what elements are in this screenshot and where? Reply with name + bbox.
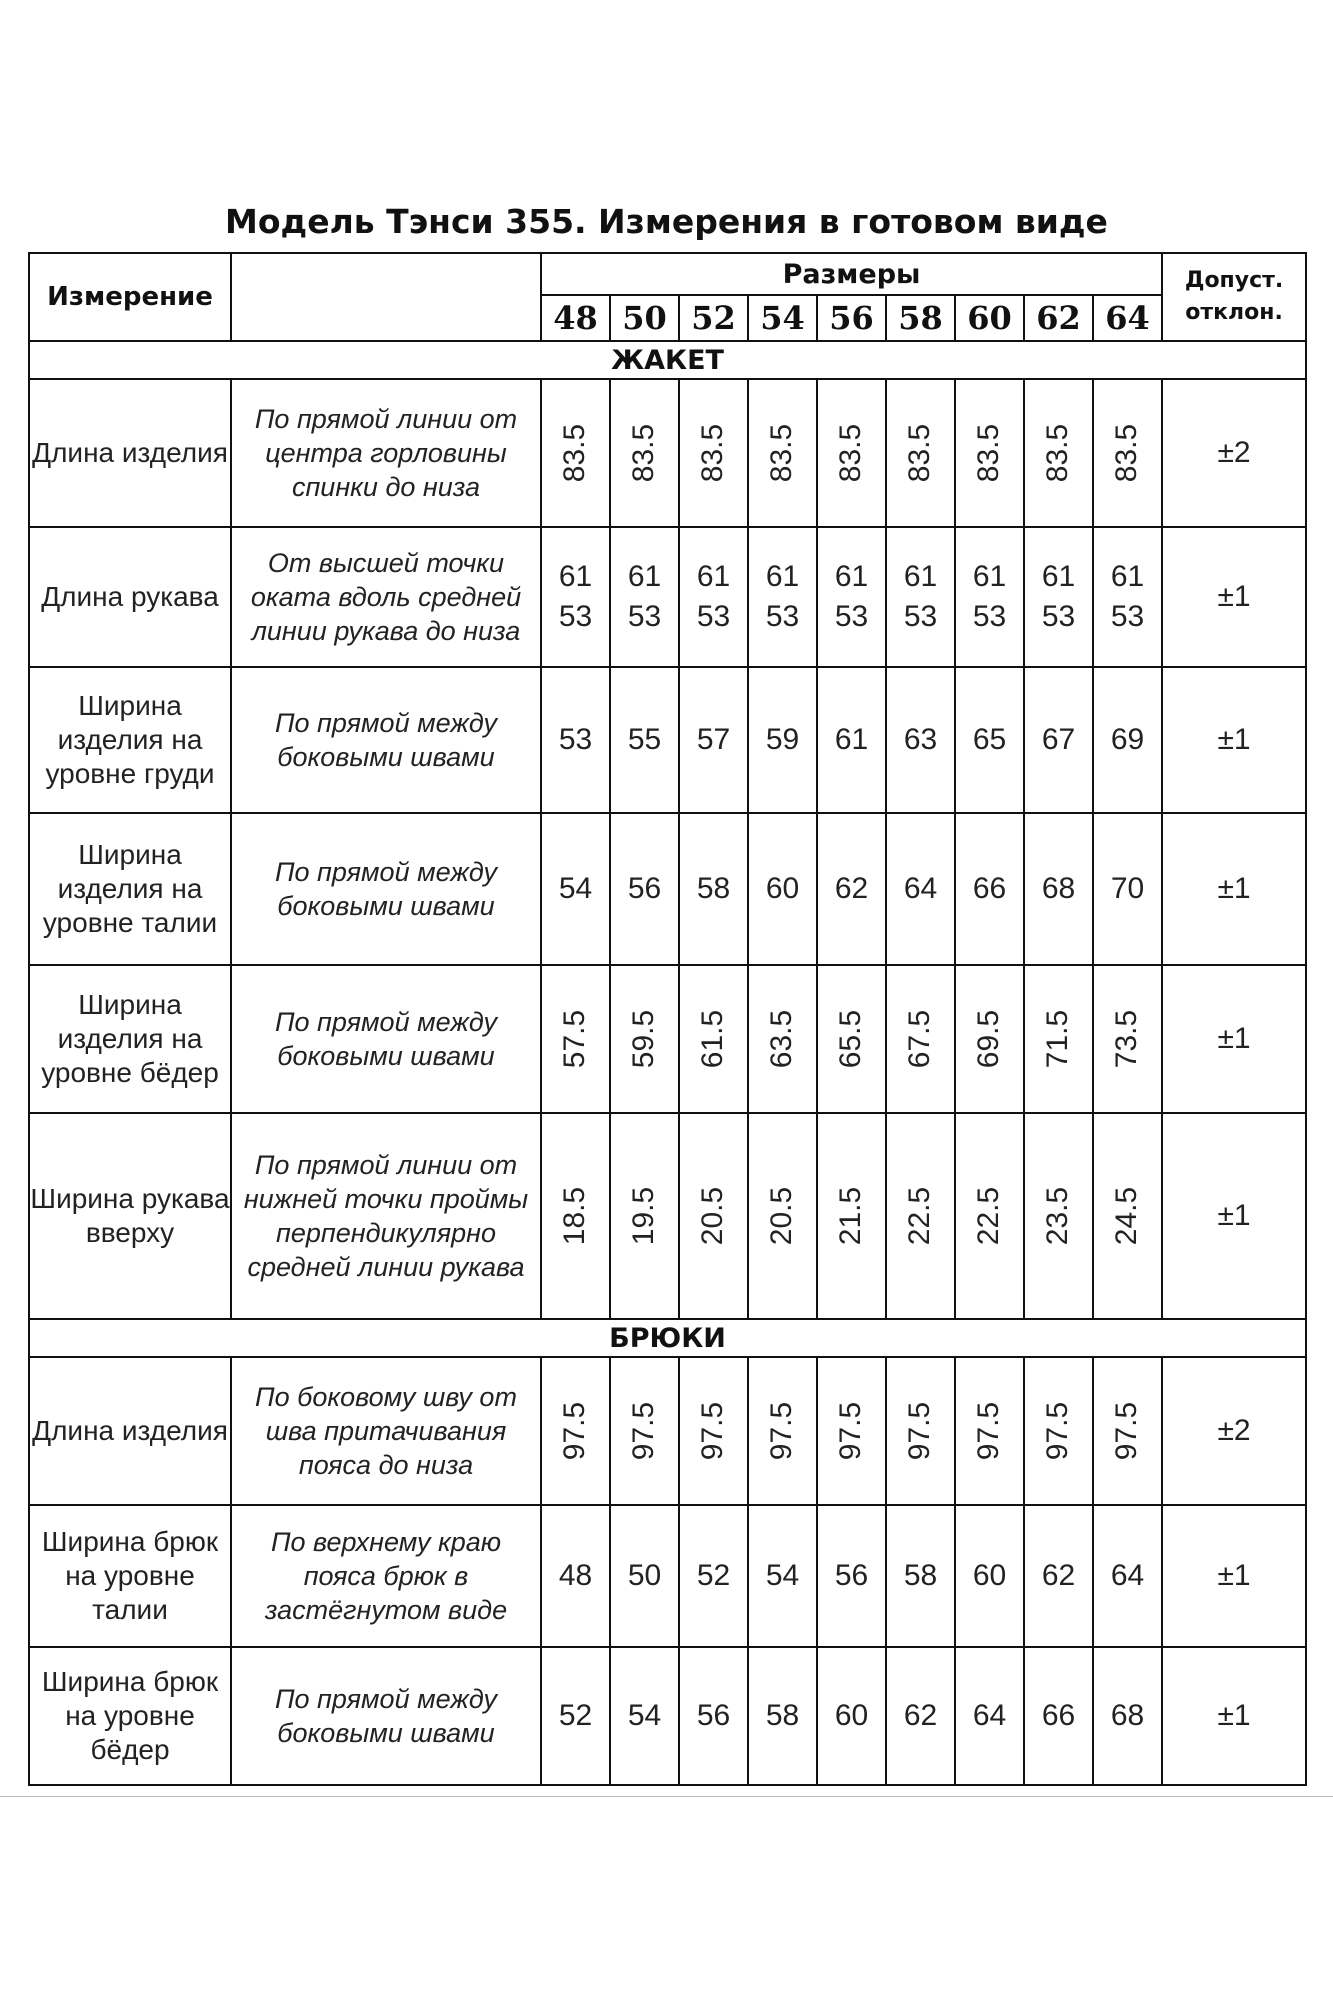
size-value [1093, 379, 1162, 527]
size-value: 63 [886, 667, 955, 813]
size-value-rotated: 23.5 [1041, 1186, 1075, 1246]
table-row [29, 813, 1306, 965]
size-value-rotated: 20.5 [696, 1186, 730, 1246]
size-value [610, 1113, 679, 1319]
size-col: 50 [610, 295, 679, 341]
size-value: 62 [817, 813, 886, 965]
size-value-rotated: 97.5 [1041, 1401, 1075, 1461]
size-value: 68 [1093, 1647, 1162, 1785]
table-body [29, 253, 1306, 1785]
size-value-rotated: 18.5 [558, 1186, 592, 1246]
size-value [817, 379, 886, 527]
size-value [886, 1357, 955, 1505]
size-value [955, 1357, 1024, 1505]
size-value-rotated: 22.5 [903, 1186, 937, 1246]
table-row [29, 667, 1306, 813]
size-col: 56 [817, 295, 886, 341]
table-row [29, 1505, 1306, 1647]
size-value: 54 [748, 1505, 817, 1647]
measurement-description: По прямой линии от нижней точки проймы перпендикулярно средней линии рукава [231, 1113, 541, 1319]
size-value [955, 965, 1024, 1113]
size-value [955, 527, 1024, 667]
size-value-stack [697, 557, 730, 637]
size-value [679, 1357, 748, 1505]
measurement-description: От высшей точки оката вдоль средней линии рукава до низа [231, 527, 541, 667]
size-value [748, 527, 817, 667]
section-header [29, 341, 1306, 379]
tolerance-value: ±1 [1162, 527, 1306, 667]
measurement-name: Ширина рукава вверху [29, 1113, 231, 1319]
size-value [1093, 965, 1162, 1113]
size-value-rotated: 97.5 [558, 1401, 592, 1461]
size-value [817, 527, 886, 667]
size-value-stack [628, 557, 661, 637]
size-value [1024, 379, 1093, 527]
size-value-rotated: 59.5 [627, 1009, 661, 1069]
measurement-description: По верхнему краю пояса брюк в застёгнутом виде [231, 1505, 541, 1647]
measurement-name: Ширина изделия на уровне груди [29, 667, 231, 813]
size-value: 57 [679, 667, 748, 813]
size-value [541, 527, 610, 667]
size-value [541, 1113, 610, 1319]
size-value [886, 527, 955, 667]
size-value: 66 [955, 813, 1024, 965]
size-value-rotated: 63.5 [765, 1009, 799, 1069]
size-col: 52 [679, 295, 748, 341]
size-value-secondary: 53 [1041, 600, 1076, 633]
size-value [610, 1357, 679, 1505]
size-value-primary: 61 [627, 560, 662, 593]
size-value-rotated: 97.5 [972, 1401, 1006, 1461]
size-value: 56 [817, 1505, 886, 1647]
measurement-name: Длина рукава [29, 527, 231, 667]
size-value: 48 [541, 1505, 610, 1647]
size-value-rotated: 83.5 [972, 423, 1006, 483]
tolerance-value: ±2 [1162, 379, 1306, 527]
size-value-secondary: 53 [558, 600, 593, 633]
size-value: 52 [541, 1647, 610, 1785]
measurement-description: По прямой между боковыми швами [231, 667, 541, 813]
measurement-description: По боковому шву от шва притачивания пояса до низа [231, 1357, 541, 1505]
measurement-name: Ширина изделия на уровне талии [29, 813, 231, 965]
size-value [1024, 965, 1093, 1113]
size-value: 67 [1024, 667, 1093, 813]
size-value: 56 [679, 1647, 748, 1785]
size-value-rotated: 97.5 [1110, 1401, 1144, 1461]
size-value [679, 379, 748, 527]
size-value-rotated: 71.5 [1041, 1009, 1075, 1069]
size-value-rotated: 83.5 [1041, 423, 1075, 483]
measurement-name: Ширина изделия на уровне бёдер [29, 965, 231, 1113]
size-value-rotated: 83.5 [834, 423, 868, 483]
tolerance-value: ±1 [1162, 965, 1306, 1113]
size-value: 61 [817, 667, 886, 813]
size-value-secondary: 53 [834, 600, 869, 633]
size-value [1024, 1357, 1093, 1505]
page-title: Модель Тэнси 355. Измерения в готовом виде [225, 202, 1108, 241]
size-value [886, 379, 955, 527]
size-value: 68 [1024, 813, 1093, 965]
size-value [610, 527, 679, 667]
size-value-rotated: 97.5 [903, 1401, 937, 1461]
measurement-description: По прямой между боковыми швами [231, 965, 541, 1113]
size-value-stack [904, 557, 937, 637]
measurement-description: По прямой между боковыми швами [231, 1647, 541, 1785]
size-value [817, 965, 886, 1113]
header-row [29, 253, 1306, 295]
size-value [955, 1113, 1024, 1319]
size-value [679, 527, 748, 667]
size-value-rotated: 97.5 [696, 1401, 730, 1461]
size-value-secondary: 53 [696, 600, 731, 633]
size-value-secondary: 53 [903, 600, 938, 633]
size-value: 65 [955, 667, 1024, 813]
size-value-primary: 61 [834, 560, 869, 593]
size-value-primary: 61 [972, 560, 1007, 593]
table-row [29, 1647, 1306, 1785]
size-col: 60 [955, 295, 1024, 341]
size-value: 52 [679, 1505, 748, 1647]
size-value-rotated: 67.5 [903, 1009, 937, 1069]
table-row [29, 1113, 1306, 1319]
measurement-name: Длина изделия [29, 1357, 231, 1505]
size-value-rotated: 83.5 [696, 423, 730, 483]
size-value-rotated: 83.5 [558, 423, 592, 483]
size-col: 48 [541, 295, 610, 341]
size-col: 54 [748, 295, 817, 341]
measurement-name: Ширина брюк на уровне талии [29, 1505, 231, 1647]
section-title-trousers: БРЮКИ [29, 1319, 1306, 1357]
size-value-secondary: 53 [972, 600, 1007, 633]
size-value-secondary: 53 [765, 600, 800, 633]
size-value-rotated: 97.5 [765, 1401, 799, 1461]
size-value-stack [1111, 557, 1144, 637]
size-value-rotated: 83.5 [1110, 423, 1144, 483]
size-value [610, 965, 679, 1113]
size-value-secondary: 53 [1110, 600, 1145, 633]
size-value-rotated: 97.5 [834, 1401, 868, 1461]
size-value [748, 1357, 817, 1505]
size-value [679, 1113, 748, 1319]
size-value [1093, 1113, 1162, 1319]
header-sizes: Размеры [541, 253, 1162, 295]
tolerance-value: ±2 [1162, 1357, 1306, 1505]
size-value-rotated: 21.5 [834, 1186, 868, 1246]
measurement-description: По прямой между боковыми швами [231, 813, 541, 965]
size-value-rotated: 61.5 [696, 1009, 730, 1069]
size-value-rotated: 19.5 [627, 1186, 661, 1246]
size-value: 66 [1024, 1647, 1093, 1785]
size-value [1093, 1357, 1162, 1505]
size-value-primary: 61 [558, 560, 593, 593]
size-value: 54 [610, 1647, 679, 1785]
size-value-rotated: 97.5 [627, 1401, 661, 1461]
size-value [1093, 527, 1162, 667]
size-value-rotated: 83.5 [627, 423, 661, 483]
table-row [29, 527, 1306, 667]
measurement-name: Ширина брюк на уровне бёдер [29, 1647, 231, 1785]
size-value-rotated: 22.5 [972, 1186, 1006, 1246]
size-value [955, 379, 1024, 527]
size-value-stack [766, 557, 799, 637]
size-value-rotated: 20.5 [765, 1186, 799, 1246]
size-col: 62 [1024, 295, 1093, 341]
size-value [1024, 527, 1093, 667]
tolerance-value: ±1 [1162, 1505, 1306, 1647]
size-value-rotated: 83.5 [765, 423, 799, 483]
size-value [541, 1357, 610, 1505]
size-value: 58 [679, 813, 748, 965]
size-value-stack [1042, 557, 1075, 637]
size-value [541, 965, 610, 1113]
size-value-primary: 61 [1110, 560, 1145, 593]
size-value [748, 379, 817, 527]
size-value: 58 [748, 1647, 817, 1785]
size-value [679, 965, 748, 1113]
section-header [29, 1319, 1306, 1357]
size-col: 64 [1093, 295, 1162, 341]
size-value: 59 [748, 667, 817, 813]
size-value [610, 379, 679, 527]
size-value: 64 [955, 1647, 1024, 1785]
section-title-jacket: ЖАКЕТ [29, 341, 1306, 379]
tolerance-value: ±1 [1162, 1647, 1306, 1785]
size-value-stack [973, 557, 1006, 637]
size-value [817, 1113, 886, 1319]
page-divider [0, 1796, 1333, 1797]
size-value-rotated: 57.5 [558, 1009, 592, 1069]
size-value: 58 [886, 1505, 955, 1647]
size-value: 56 [610, 813, 679, 965]
size-value-rotated: 69.5 [972, 1009, 1006, 1069]
size-value [748, 1113, 817, 1319]
size-value: 60 [748, 813, 817, 965]
size-value: 70 [1093, 813, 1162, 965]
tolerance-value: ±1 [1162, 813, 1306, 965]
size-value [748, 965, 817, 1113]
size-value: 60 [955, 1505, 1024, 1647]
size-value: 50 [610, 1505, 679, 1647]
size-value-stack [835, 557, 868, 637]
table-row [29, 379, 1306, 527]
size-value: 54 [541, 813, 610, 965]
size-value: 55 [610, 667, 679, 813]
size-value: 60 [817, 1647, 886, 1785]
size-value-primary: 61 [696, 560, 731, 593]
header-measure: Измерение [29, 253, 231, 341]
table-row [29, 965, 1306, 1113]
size-value-primary: 61 [765, 560, 800, 593]
size-value [886, 965, 955, 1113]
size-value-rotated: 83.5 [903, 423, 937, 483]
size-value-rotated: 65.5 [834, 1009, 868, 1069]
size-value-secondary: 53 [627, 600, 662, 633]
measurement-name: Длина изделия [29, 379, 231, 527]
size-value: 64 [886, 813, 955, 965]
size-value-rotated: 73.5 [1110, 1009, 1144, 1069]
size-value [886, 1113, 955, 1319]
tolerance-value: ±1 [1162, 1113, 1306, 1319]
size-value: 69 [1093, 667, 1162, 813]
size-value: 62 [886, 1647, 955, 1785]
measurements-table [28, 252, 1307, 1786]
size-value-stack [559, 557, 592, 637]
table-row [29, 1357, 1306, 1505]
size-value [1024, 1113, 1093, 1319]
size-value: 64 [1093, 1505, 1162, 1647]
size-value-primary: 61 [1041, 560, 1076, 593]
measurement-description: По прямой линии от центра горловины спинки до низа [231, 379, 541, 527]
size-value-primary: 61 [903, 560, 938, 593]
size-value-rotated: 24.5 [1110, 1186, 1144, 1246]
size-value [817, 1357, 886, 1505]
size-value [541, 379, 610, 527]
tolerance-value: ±1 [1162, 667, 1306, 813]
size-value: 53 [541, 667, 610, 813]
header-tolerance: Допуст. отклон. [1162, 253, 1306, 341]
header-description [231, 253, 541, 341]
size-col: 58 [886, 295, 955, 341]
size-value: 62 [1024, 1505, 1093, 1647]
